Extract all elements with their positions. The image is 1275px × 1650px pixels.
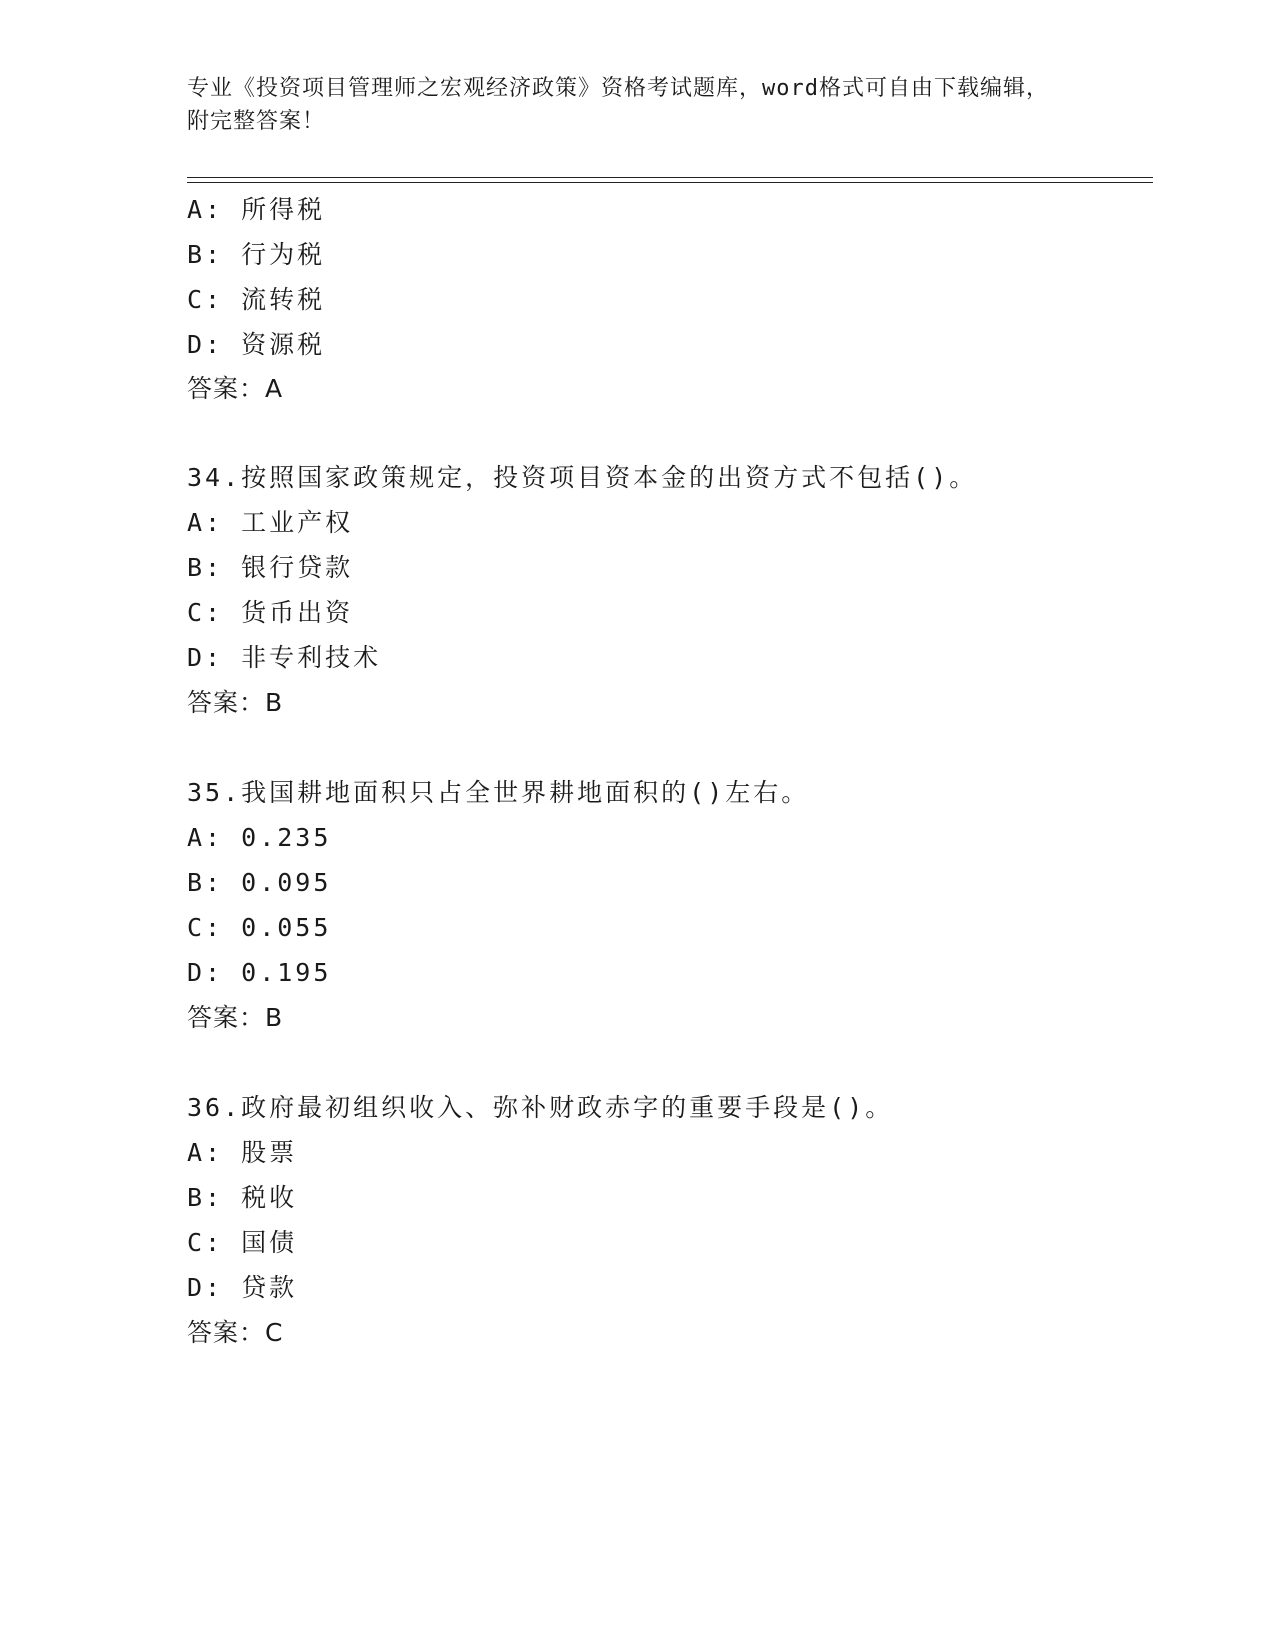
question-34: 34.按照国家政策规定，投资项目资本金的出资方式不包括()。 [187, 463, 978, 492]
option-b: B: 银行贷款 [187, 553, 354, 582]
answer-line: 答案：B [187, 1003, 284, 1032]
header-divider-bottom [187, 182, 1153, 183]
option-c: C: 流转税 [187, 285, 326, 314]
option-a: A: 股票 [187, 1138, 298, 1167]
answer-line: 答案：B [187, 688, 284, 717]
option-a: A: 0.235 [187, 823, 332, 852]
option-b: B: 行为税 [187, 240, 326, 269]
question-36: 36.政府最初组织收入、弥补财政赤字的重要手段是()。 [187, 1093, 894, 1122]
option-d: D: 贷款 [187, 1273, 298, 1302]
answer-line: 答案：A [187, 374, 284, 403]
question-35: 35.我国耕地面积只占全世界耕地面积的()左右。 [187, 778, 810, 807]
option-d: D: 0.195 [187, 958, 332, 987]
option-b: B: 税收 [187, 1183, 298, 1212]
document-header: 专业《投资项目管理师之宏观经济政策》资格考试题库，word格式可自由下载编辑，附完整答案！ [187, 76, 1049, 134]
option-c: C: 0.055 [187, 913, 332, 942]
option-c: C: 货币出资 [187, 598, 354, 627]
option-b: B: 0.095 [187, 868, 332, 897]
option-d: D: 资源税 [187, 330, 326, 359]
option-d: D: 非专利技术 [187, 643, 382, 672]
option-a: A: 所得税 [187, 195, 326, 224]
answer-line: 答案：C [187, 1318, 284, 1347]
option-c: C: 国债 [187, 1228, 298, 1257]
header-divider-top [187, 177, 1153, 178]
option-a: A: 工业产权 [187, 508, 354, 537]
